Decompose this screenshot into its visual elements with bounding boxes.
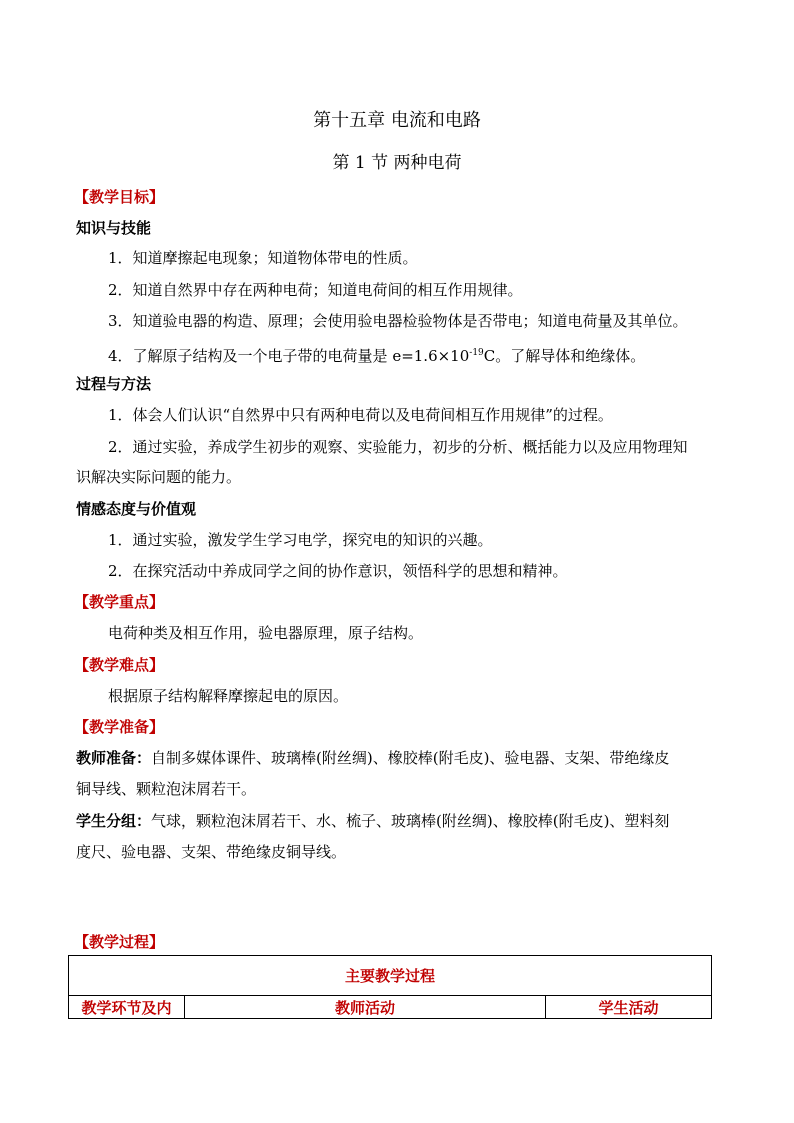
difficulties-text: 根据原子结构解释摩擦起电的原因。	[108, 687, 349, 705]
knowledge-item-1: 1．知道摩擦起电现象；知道物体带电的性质。	[108, 249, 418, 267]
exponent: -19	[469, 348, 484, 358]
student-grouping-cont: 度尺、验电器、支架、带绝缘皮铜导线。	[76, 843, 347, 861]
knowledge-item-2: 2．知道自然界中存在两种电荷；知道电荷间的相互作用规律。	[108, 281, 523, 299]
knowledge-item-4	[108, 342, 645, 367]
emotion-item-2: 2．在探究活动中养成同学之间的协作意识，领悟科学的思想和精神。	[108, 562, 568, 580]
teaching-process-table	[68, 955, 712, 1019]
teacher-preparation-label: 教师准备：	[76, 749, 152, 767]
knowledge-item-4-prefix: 4．了解原子结构及一个电子带的电荷量是 e=1.6×10	[108, 347, 470, 365]
column-header-student: 学生活动	[546, 996, 712, 1019]
table-title: 主要教学过程	[69, 956, 712, 996]
column-header-stage: 教学环节及内	[69, 996, 185, 1019]
emotion-item-1: 1．通过实验，激发学生学习电学，探究电的知识的兴趣。	[108, 531, 493, 549]
chapter-title: 第十五章 电流和电路	[313, 110, 481, 131]
teaching-process-heading: 【教学过程】	[74, 933, 165, 951]
teacher-preparation-text: 自制多媒体课件、玻璃棒(附丝绸)、橡胶棒(附毛皮)、验电器、支架、带绝缘皮	[151, 749, 670, 767]
knowledge-item-3: 3．知道验电器的构造、原理；会使用验电器检验物体是否带电；知道电荷量及其单位。	[108, 312, 688, 330]
student-grouping-label: 学生分组：	[76, 812, 152, 830]
objectives-heading: 【教学目标】	[74, 188, 165, 206]
key-points-text: 电荷种类及相互作用，验电器原理，原子结构。	[108, 624, 424, 642]
table-header-row	[69, 996, 712, 1019]
key-points-heading: 【教学重点】	[74, 593, 165, 611]
knowledge-heading: 知识与技能	[76, 219, 152, 237]
process-heading: 过程与方法	[76, 375, 152, 393]
teacher-preparation-cont: 铜导线、颗粒泡沫屑若干。	[76, 780, 257, 798]
knowledge-item-4-suffix: C。了解导体和绝缘体。	[483, 347, 646, 365]
preparation-heading: 【教学准备】	[74, 718, 165, 736]
table-title-row	[69, 956, 712, 996]
process-item-2: 2．通过实验，养成学生初步的观察、实验能力，初步的分析、概括能力以及应用物理知	[108, 438, 688, 456]
teacher-preparation	[76, 747, 669, 769]
student-grouping-text: 气球，颗粒泡沫屑若干、水、梳子、玻璃棒(附丝绸)、橡胶棒(附毛皮)、塑料刻	[151, 812, 670, 830]
emotion-heading: 情感态度与价值观	[76, 500, 197, 518]
section-title: 第 1 节 两种电荷	[332, 153, 462, 173]
process-item-2-cont: 识解决实际问题的能力。	[76, 468, 242, 486]
difficulties-heading: 【教学难点】	[74, 656, 165, 674]
column-header-teacher: 教师活动	[185, 996, 546, 1019]
process-item-1: 1．体会人们认识“自然界中只有两种电荷以及电荷间相互作用规律”的过程。	[108, 406, 613, 424]
student-grouping	[76, 810, 669, 832]
